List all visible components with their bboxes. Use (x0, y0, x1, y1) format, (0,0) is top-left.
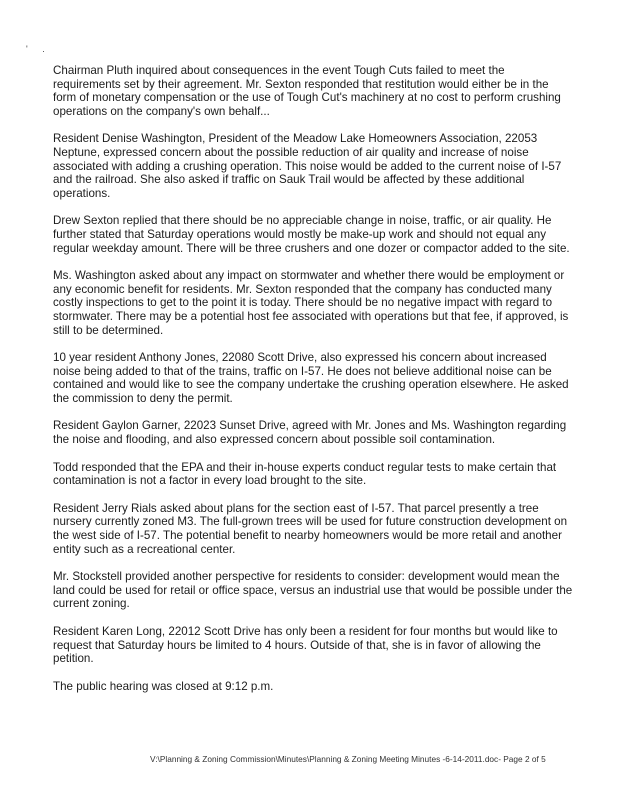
paragraph-hearing-closed: The public hearing was closed at 9:12 p.m. (53, 679, 274, 693)
page-footer: V:\Planning & Zoning Commission\Minutes\Planning & Zoning Meeting Minutes -6-14-2011.doc- Page 2 of 5 (150, 754, 546, 764)
paragraph-jones-concern: 10 year resident Anthony Jones, 22080 Scott Drive, also expressed his concern about increased noise being added to that of the trains, traffic on I-57. He does not believe additional noise can be contained and would like to see the company undertake the crushing operation elsewhere. He asked the commission to deny the permit. (53, 351, 569, 405)
paragraph-sexton-reply: Drew Sexton replied that there should be no appreciable change in noise, traffic, or air quality. He further stated that Saturday operations would mostly be make-up work and should not equal any regular weekday amount. There will be three crushers and one dozer or compactor added to the site. (53, 214, 570, 255)
paragraph-garner-concern: Resident Gaylon Garner, 22023 Sunset Drive, agreed with Mr. Jones and Ms. Washington regarding the noise and flooding, and also expressed concern about possible soil contamination. (53, 419, 567, 447)
paragraph-long-request: Resident Karen Long, 22012 Scott Drive has only been a resident for four months but would like to request that Saturday hours be limited to 4 hours. Outside of that, she is in favor of allowing the petition. (53, 625, 558, 666)
minutes-body (53, 64, 573, 707)
paragraph-stormwater: Ms. Washington asked about any impact on stormwater and whether there would be employment or any economic benefit for residents. Mr. Sexton responded that the company has conducted many costly inspections to get to the point it is today. There should be no negative impact with regard to stormwater. There may be a potential host fee associated with operations but that fee, if approved, is still to be determined. (53, 269, 569, 337)
paragraph-pluth-inquiry: Chairman Pluth inquired about consequences in the event Tough Cuts failed to meet the requirements set by their agreement. Mr. Sexton responded that restitution would either be in the form of monetary compensation or the use of Tough Cut's machinery at no cost to perform crushing operations on the company's own behalf... (53, 64, 561, 118)
paragraph-todd-response: Todd responded that the EPA and their in-house experts conduct regular tests to make certain that contamination is not a factor in every load brought to the site. (53, 460, 557, 488)
scan-mark: ' . (26, 44, 51, 54)
paragraph-washington-concern: Resident Denise Washington, President of the Meadow Lake Homeowners Association, 22053 Neptune, expressed concern about the possible reduction of air quality and increase of noise associated with adding a crushing operation. This noise would be added to the current noise of I-57 and the railroad. She also asked if traffic on Sauk Trail would be affected by these additional operations. (53, 132, 562, 200)
paragraph-stockstell: Mr. Stockstell provided another perspective for residents to consider: development would mean the land could be used for retail or office space, versus an industrial use that would be possible under the current zoning. (53, 570, 573, 611)
paragraph-rials-question: Resident Jerry Rials asked about plans for the section east of I-57. That parcel presently a tree nursery currently zoned M3. The full-grown trees will be used for future construction development on the west side of I-57. The potential benefit to nearby homeowners would be more retail and another entity such as a recreational center. (53, 501, 568, 556)
